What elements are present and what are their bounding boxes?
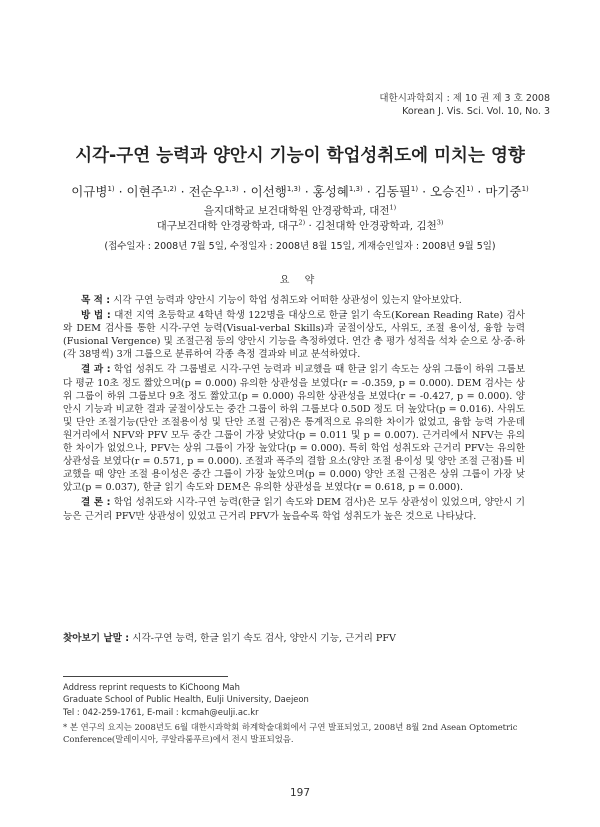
abstract-results: 결 과 : 학업 성취도 각 그룹별로 시각-구연 능력과 비교했을 때 한글 읽기 속도는 상위 그룹이 하위 그룹보다 평균 10초 정도 짧았으며(p = 0.000) 유의한 상관성을 보였다(r = -0.359, p = 0.000). DEM 검사는 상위 그룹이 하위 그룹보다 9초 정도 짧았고(p = 0.000) 유의한 상관성을 보였다(r = -0.427, p = 0.000). 양안시 기능과 비교한 결과 굴절이상도는 중간 그룹이 하위 그룹보다 0.50D 정도 더 높았다(p = 0.016). 사위도 및 단안 조절기능(단안 조절용이성 및 단안 조절 근점)은 통계적으로 유의한 차이가 없었고, 융합 능력 가운데 원거리에서 NFV와 PFV 모두 중간 그룹이 가장 낮았다(p = 0.011 및 p = 0.007). 근거리에서 NFV는 유의한 차이가 없었으나, PFV는 상위 그룹이 가장 높았다(p = 0.000). 특히 학업 성취도와 근거리 PFV는 유의한 상관성을 보였다(r = 0.571, p = 0.000). 조절과 폭주의 결합 요소(양안 조절 용이성 및 양안 조절 근점)를 비교했을 때 양안 조절 용이성은 중간 그룹이 가장 높았으며(p = 0.000) 양안 조절 근점은 상위 그룹이 가장 낮았고(p = 0.037), 한글 읽기 속도와 DEM은 유의한 상관성을 보였다(r = 0.618, p = 0.000). [63,364,525,494]
abstract-purpose: 목 적 : 시각 구연 능력과 양안시 기능이 학업 성취도와 어떠한 상관성이 있는지 알아보았다. [81,295,462,306]
paper-title: 시각-구연 능력과 양안시 기능이 학업성취도에 미치는 영향 [75,146,525,166]
keywords-text: 시각-구연 능력, 한글 읽기 속도 검사, 양안시 기능, 근거리 PFV [132,633,396,644]
reprint-address: Address reprint requests to KiChoong Mah Graduate School of Public Health, Eulji University, Daejeon Tel : 042-259-1761, E-mail : kcmah@eulji.ac.kr [63,682,309,717]
author-list [0,182,600,200]
author: 홍성혜$^{1,3)}$ · [312,184,375,199]
abstract-heading: 요 약 [279,275,321,286]
author: 이현주$^{1,2)}$ · [126,184,189,199]
presentation-footnote: * 본 연구의 요지는 2008년도 6월 대한시과학회 하계학술대회에서 구연 발표되었고, 2008년 8월 2nd Asean Optometric Conference(말레이시아, 쿠알라룸푸르)에서 전시 발표되었음. [63,722,518,745]
affiliation-line-2: 대구보건대학 안경광학과, 대구$^{2)}$ · 김천대학 안경광학과, 김천$^{3)}$ [156,218,444,232]
author: 오승진$^{1)}$ · [430,184,486,199]
footnote-divider [63,676,228,677]
page-number: 197 [289,787,311,799]
abstract-body [63,294,525,525]
abstract-conclusion: 결 론 : 학업 성취도와 시각-구연 능력(한글 읽기 속도와 DEM 검사)은 모두 상관성이 있었으며, 양안시 기능은 근거리 PFV만 상관성이 있었고 근거리 PFV가 높을수록 학업 성취도가 높은 것으로 나타났다. [63,497,525,522]
author: 마기중$^{1)}$ [485,184,529,199]
journal-citation-english: Korean J. Vis. Sci. Vol. 10, No. 3 [402,106,550,117]
author: 전순우$^{1,3)}$ · [188,184,251,199]
author: 김동필$^{1)}$ · [374,184,431,199]
submission-dates: (접수일자 : 2008년 7월 5일, 수정일자 : 2008년 8월 15일, 게재승인일자 : 2008년 9월 5일) [104,241,496,252]
keywords [63,630,533,644]
keywords-label: 찾아보기 낱말 : [63,633,130,644]
abstract-methods: 방 법 : 대전 지역 초등학교 4학년 학생 122명을 대상으로 한글 읽기 속도(Korean Reading Rate) 검사와 DEM 검사를 통한 시각-구연 능력(Visual-verbal Skills)과 굴절이상도, 사위도, 조절 용이성, 융합 능력(Fusional Vergence) 및 조절근점 등의 양안시 기능을 측정하였다. 연간 총 평가 성적을 석차 순으로 상·중·하(각 38명씩) 3개 그룹으로 분류하여 각종 측정 결과와 비교 분석하였다. [63,310,525,361]
journal-header [379,92,550,118]
affiliation-line-1: 을지대학교 보건대학원 안경광학과, 대전$^{1)}$ [203,203,397,217]
journal-citation-korean: 대한시과학회지 : 제 10 권 제 3 호 2008 [379,93,550,104]
author: 이규병$^{1)}$ · [71,184,127,199]
author: 이선행$^{1,3)}$ · [250,184,313,199]
